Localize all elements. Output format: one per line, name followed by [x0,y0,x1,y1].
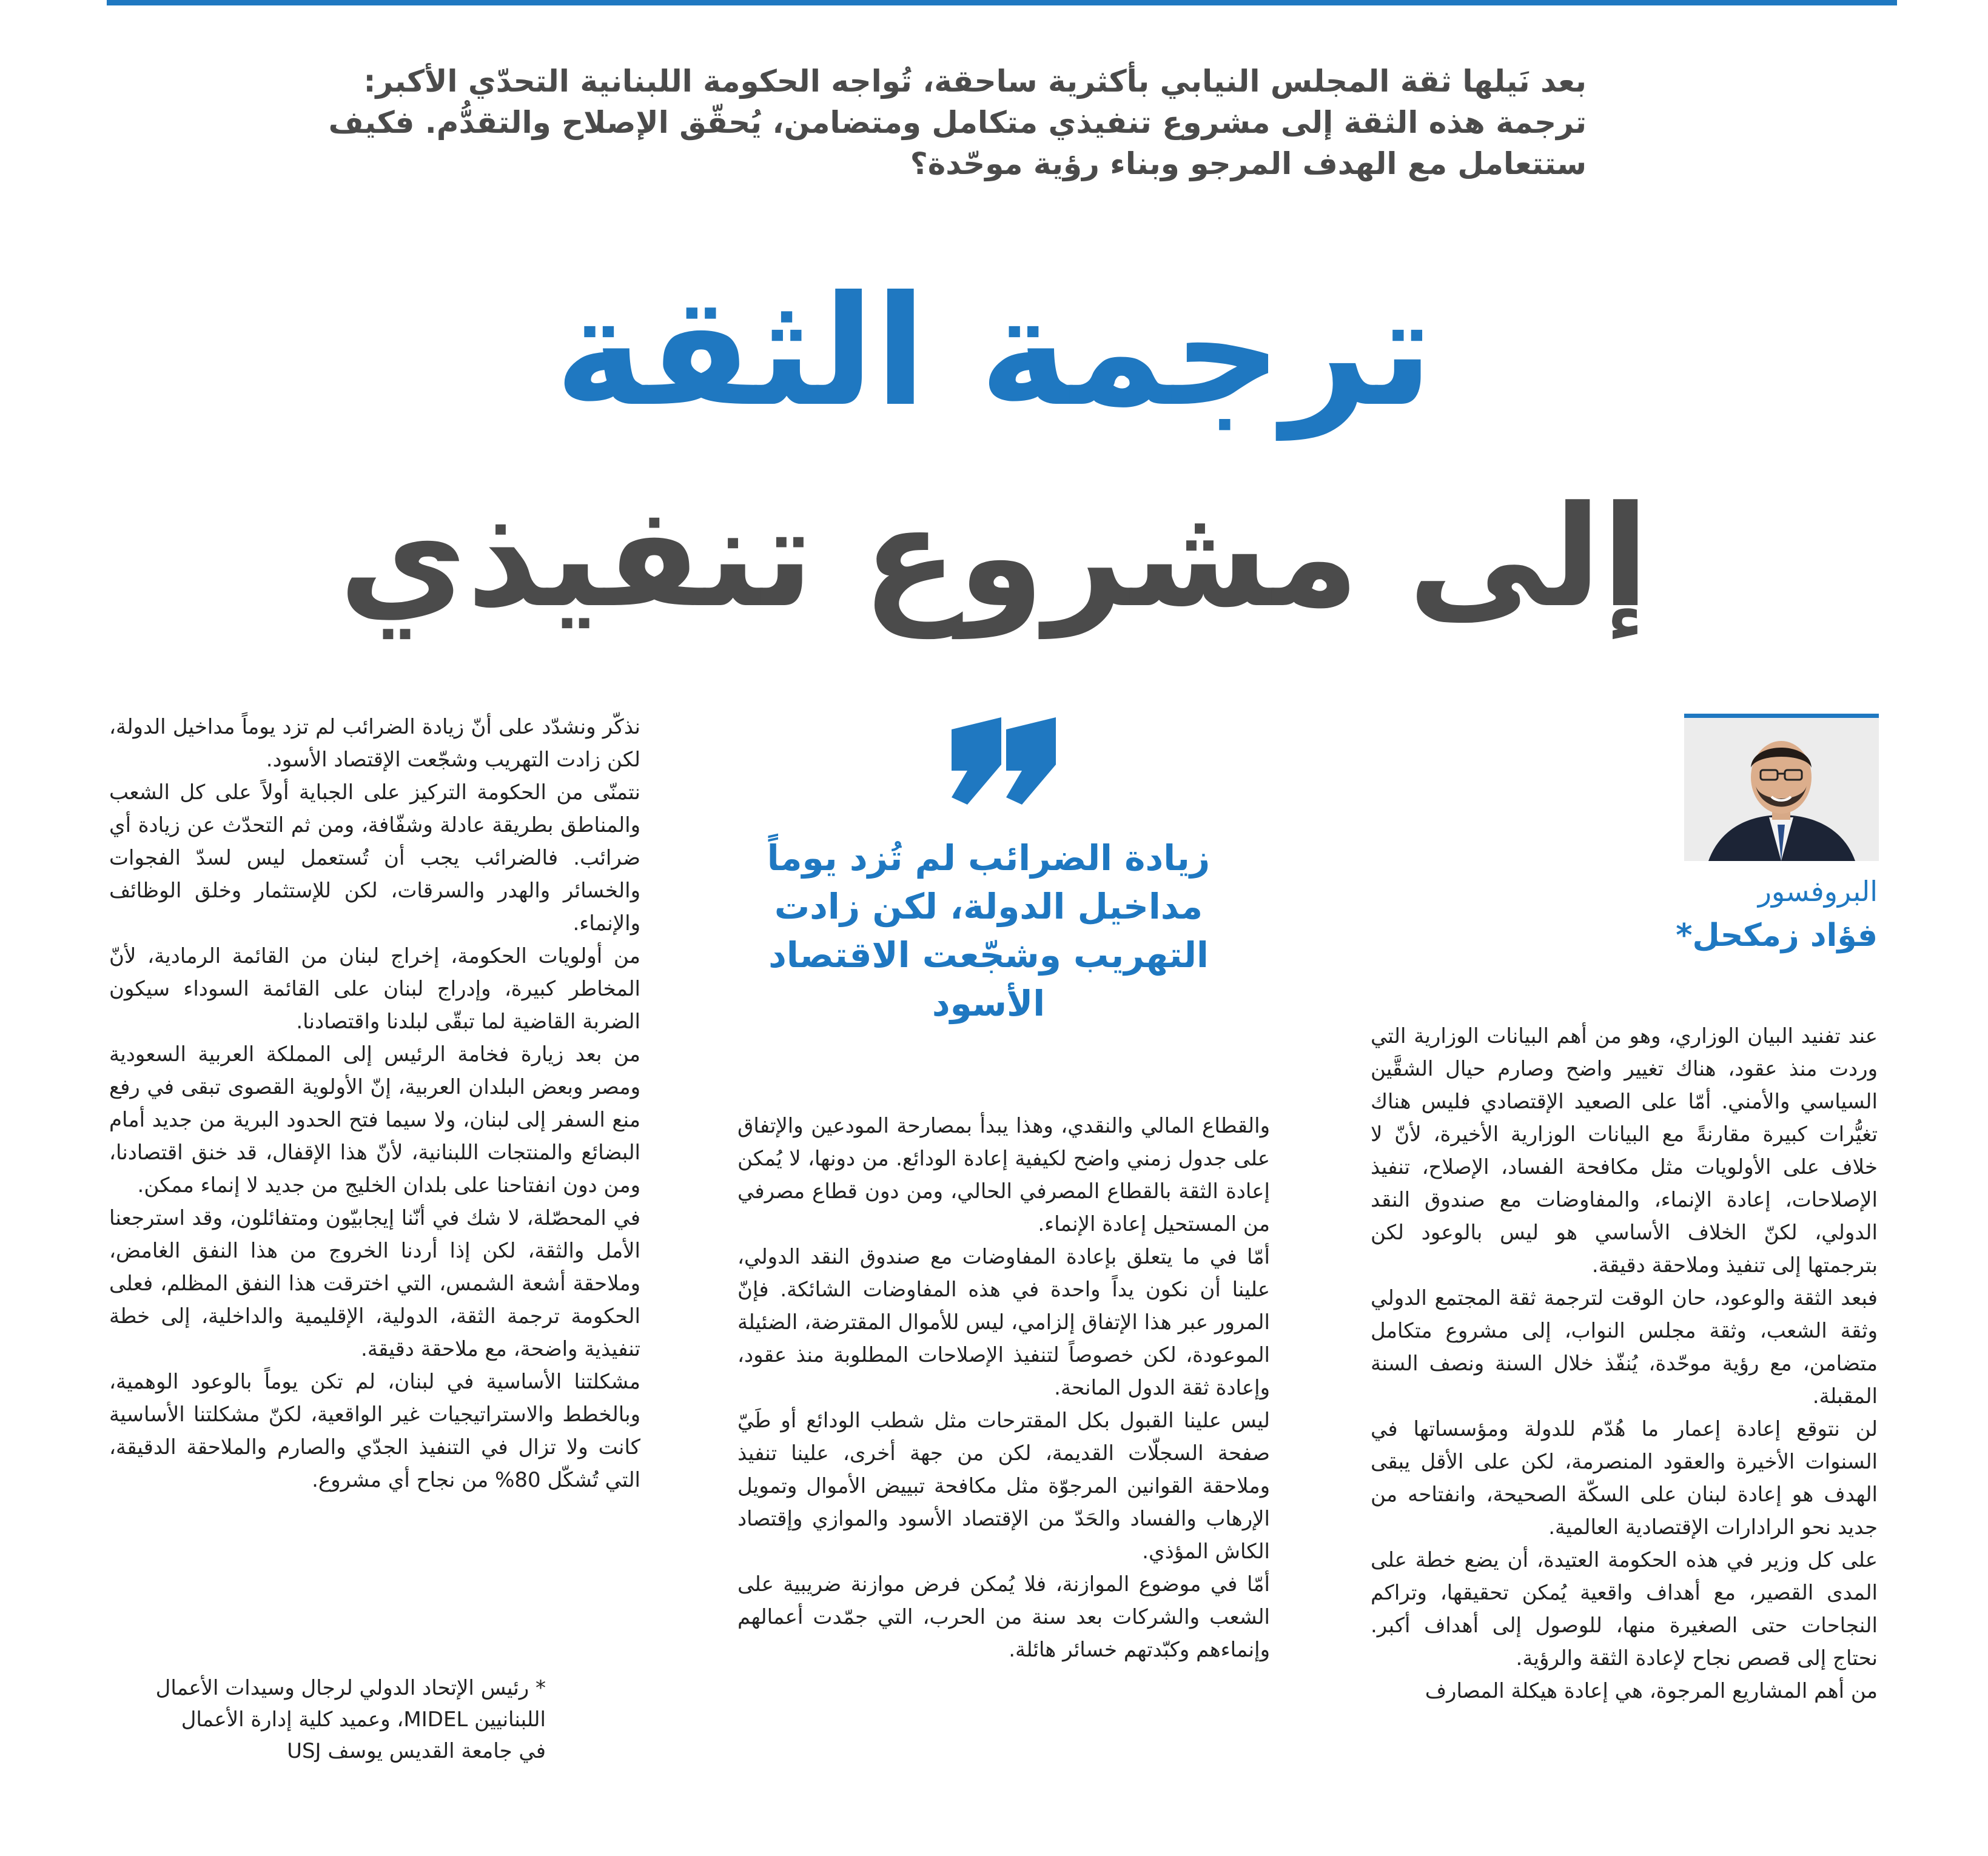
paragraph: والقطاع المالي والنقدي، وهذا يبدأ بمصارحة المودعين والإتفاق على جدول زمني واضح لكيفية إعادة الودائع. من دونها، لا يُمكن إعادة الثقة بالقطاع المصرفي الحالي، ومن دون قطاع مصرفي من المستحيل إعادة الإنماء. [737,1114,1270,1236]
author-portrait [1684,718,1879,861]
paragraph: مشكلتنا الأساسية في لبنان، لم تكن يوماً بالوعود الوهمية، وبالخطط والاستراتيجيات غير الواقعية، لكنّ مشكلتنا الأساسية كانت ولا تزال في التنفيذ الجدّي والصارم والملاحقة الدقيقة، التي تُشكّل 80% من نجاح أي مشروع. [109,1370,640,1492]
paragraph: من أولويات الحكومة، إخراج لبنان من القائمة الرمادية، لأنّ المخاطر كبيرة، وإدراج لبنان على القائمة السوداء سيكون الضربة القاضية لما تبقّى لبلدنا واقتصادنا. [109,944,640,1034]
paragraph: من أهم المشاريع المرجوة، هي إعادة هيكلة المصارف [1425,1679,1878,1703]
pull-quote-line-2: مداخيل الدولة، لكن زادت [774,886,1203,927]
article-column-left [109,711,640,1496]
paragraph: لن نتوقع إعادة إعمار ما هُدّم للدولة ومؤسساتها في السنوات الأخيرة والعقود المنصرمة، لكن على الأقل يبقى الهدف هو إعادة لبنان على السكّة الصحيحة، وانفتاحه من جديد نحو الرادارات الإقتصادية العالمية. [1371,1417,1878,1539]
footnote-line-1: * رئيس الإتحاد الدولي لرجال وسيدات الأعمال [155,1676,546,1700]
author-footnote [109,1672,546,1767]
footnote-line-3: في جامعة القديس يوسف USJ [287,1739,546,1763]
pull-quote-line-3: التهريب وشجّعت الاقتصاد [768,934,1209,976]
paragraph: عند تفنيد البيان الوزاري، وهو من أهم البيانات الوزارية التي وردت منذ عقود، هناك تغيير واضح وصارم حيال الشقَّين السياسي والأمني. أمّا على الصعيد الإقتصادي فليس هناك تغيُّرات كبيرة مقارنةً مع البيانات الوزارية الأخيرة، لأنّ لا خلاف على الأولويات مثل مكافحة الفساد، الإصلاح، تنفيذ الإصلاحات، إعادة الإنماء، والمفاوضات مع صندوق النقد الدولي، لكنّ الخلاف الأساسي هو ليس بالوعود لكن بترجمتها إلى تنفيذ وملاحقة دقيقة. [1371,1024,1878,1278]
intro-line-2: ترجمة هذه الثقة إلى مشروع تنفيذي متكامل ومتضامن، يُحقّق الإصلاح والتقدُّم. فكيف [328,105,1587,140]
headline-line-2: إلى مشروع تنفيذي [338,477,1650,638]
intro-line-3: ستتعامل مع الهدف المرجو وبناء رؤية موحّدة؟ [910,146,1587,181]
paragraph: نتمنّى من الحكومة التركيز على الجباية أولاً على كل الشعب والمناطق بطريقة عادلة وشفّافة، ومن ثم التحدّث عن زيادة أي ضرائب. فالضرائب يجب أن تُستعمل ليس لسدّ الفجوات والخسائر والهدر والسرقات، لكن للإستثمار وخلق الوظائف والإنماء. [109,780,640,936]
paragraph: على كل وزير في هذه الحكومة العتيدة، أن يضع خطة على المدى القصير، مع أهداف واقعية يُمكن تحقيقها، وتراكم النجاحات حتى الصغيرة منها، للوصول إلى أهداف أكبر. نحتاج إلى قصص نجاح لإعادة الثقة والرؤية. [1371,1548,1878,1670]
author-role: البروفسور [1758,875,1878,908]
paragraph: فبعد الثقة والوعود، حان الوقت لترجمة ثقة المجتمع الدولي وثقة الشعب، وثقة مجلس النواب، إلى مشروع متكامل متضامن، مع رؤية موحّدة، يُنفّذ خلال السنة ونصف السنة المقبلة. [1371,1286,1878,1409]
paragraph: أمّا في ما يتعلق بإعادة المفاوضات مع صندوق النقد الدولي، علينا أن نكون يداً واحدة في هذه المفاوضات الشائكة. فإنّ المرور عبر هذا الإتفاق إلزامي، ليس للأموال المقترضة، الضئيلة الموعودة، لكن خصوصاً لتنفيذ الإصلاحات المطلوبة منذ عقود، وإعادة ثقة الدول المانحة. [737,1245,1270,1400]
paragraph: ليس علينا القبول بكل المقترحات مثل شطب الودائع أو طَيّ صفحة السجلّات القديمة، لكن من جهة أخرى، علينا تنفيذ وملاحقة القوانين المرجوّة مثل مكافحة تبييض الأموال وتمويل الإرهاب والفساد والحَدّ من الإقتصاد الأسود والموازي وإقتصاد الكاش المؤذي. [737,1409,1270,1564]
footnote-line-2: اللبنانيين MIDEL، وعميد كلية إدارة الأعمال [181,1707,546,1732]
headline-line-1: ترجمة الثقة [554,263,1434,440]
intro-line-1: بعد نَيلها ثقة المجلس النيابي بأكثرية ساحقة، تُواجه الحكومة اللبنانية التحدّي الأكبر: [363,64,1587,99]
article-intro [303,61,1587,184]
paragraph: من بعد زيارة فخامة الرئيس إلى المملكة العربية السعودية ومصر وبعض البلدان العربية، إنّ الأولوية القصوى تبقى في رفع منع السفر إلى لبنان، ولا سيما فتح الحدود البرية من جديد أمام البضائع والمنتجات اللبنانية، لأنّ هذا الإقفال، قد خنق اقتصادنا، ومن دون انفتاحنا على بلدان الخليج من جديد لا إنماء ممكن. [109,1042,640,1198]
paragraph: أمّا في موضوع الموازنة، فلا يُمكن فرض موازنة ضريبية على الشعب والشركات بعد سنة من الحرب، التي جمّدت أعمالهم وإنماءهم وكبّدتهم خسائر هائلة. [737,1572,1270,1662]
article-column-middle [737,1110,1270,1666]
paragraph: نذكّر ونشدّد على أنّ زيادة الضرائب لم تزد يوماً مداخيل الدولة، لكن زادت التهريب وشجّعت الإقتصاد الأسود. [109,715,640,772]
author-photo [1684,714,1879,861]
article-column-right [1371,1020,1878,1707]
author-name: فؤاد زمكحل* [1676,917,1878,954]
pull-quote-line-1: زيادة الضرائب لم تُزد يوماً [767,837,1211,879]
pull-quote-line-4: الأسود [932,983,1046,1024]
quote-marks-icon [943,712,1064,809]
pull-quote [746,834,1231,1028]
top-accent-bar [107,0,1897,5]
paragraph: في المحصّلة، لا شك في أنّنا إيجابيّون ومتفائلون، وقد استرجعنا الأمل والثقة، لكن إذا أردنا الخروج من هذا النفق الغامض، وملاحقة أشعة الشمس، التي اخترقت هذا النفق المظلم، فعلى الحكومة ترجمة الثقة، الدولية، الإقليمية والداخلية، إلى خطة تنفيذية واضحة، مع ملاحقة دقيقة. [109,1206,640,1361]
